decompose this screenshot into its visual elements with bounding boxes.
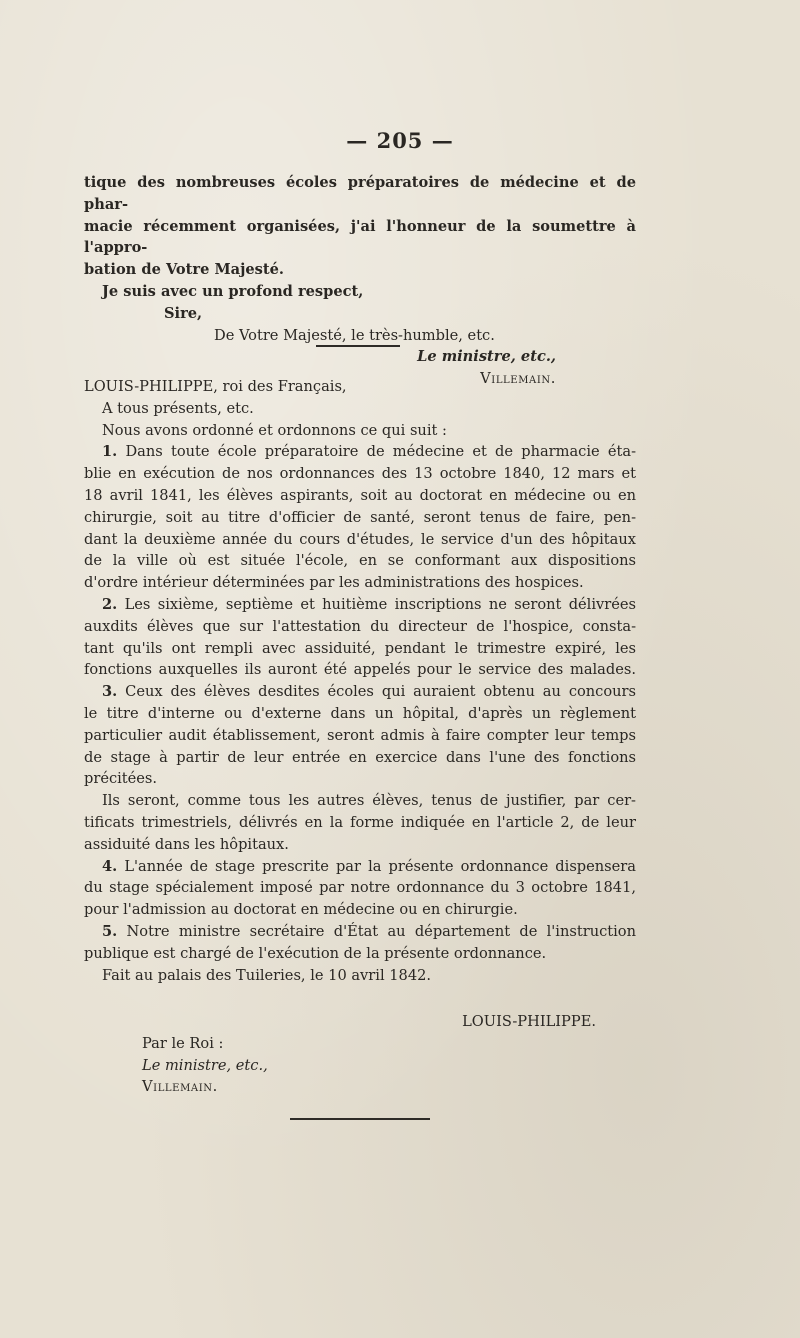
article-number: 1. — [102, 443, 118, 461]
article-line: publique est chargé de l'exécution de la présente ordonnance. — [84, 944, 547, 962]
article-line: fonctions auxquelles ils auront été appelés pour le service des malades. — [84, 661, 636, 679]
article-line: dant la deuxième année du cours d'études, le service d'un des hôpitaux — [84, 530, 636, 548]
greeting-line: A tous présents, etc. — [102, 399, 254, 417]
separator-rule — [316, 345, 400, 347]
king-signature: LOUIS-PHILIPPE. — [462, 1013, 596, 1030]
article-4-line: 4. L'année de stage prescrite par la présente ordonnance dispensera — [102, 857, 636, 875]
article-number: 5. — [102, 922, 118, 940]
article-line: de la ville où est située l'école, en se conformant aux dispositions — [84, 552, 636, 570]
article-line: auxdits élèves que sur l'attestation du directeur de l'hospice, consta- — [84, 617, 636, 635]
article-2-line: 2. Les sixième, septième et huitième inscriptions ne seront délivrées — [102, 595, 636, 613]
intro-line: bation de Votre Majesté. — [84, 261, 284, 279]
ordinance-block — [84, 376, 636, 986]
article-line: pour l'admission au doctorat en médecine ou en chirurgie. — [84, 901, 518, 919]
minister-line: Le ministre, etc., — [417, 348, 556, 366]
intro-block — [84, 172, 636, 390]
article-line: d'ordre intérieur déterminées par les administrations des hospices. — [84, 574, 584, 592]
end-rule — [290, 1118, 430, 1120]
preamble-line: Nous avons ordonné et ordonnons ce qui suit : — [102, 421, 447, 439]
article-line: le titre d'interne ou d'externe dans un hôpital, d'après un règlement — [84, 704, 636, 722]
intro-line: tique des nombreuses écoles préparatoires de médecine et de phar- — [84, 174, 636, 213]
par-le-roi-line: Par le Roi : — [142, 1034, 224, 1052]
article-5-line: 5. Notre ministre secrétaire d'État au département de l'instruction — [102, 922, 636, 940]
article-line: 18 avril 1841, les élèves aspirants, soit au doctorat en médecine ou en — [84, 486, 636, 504]
article-line: de stage à partir de leur entrée en exercice dans l'une des fonctions — [84, 748, 636, 766]
article-line: chirurgie, soit au titre d'officier de santé, seront tenus de faire, pen- — [84, 508, 636, 526]
signature-block — [84, 1011, 636, 1098]
article-line: particulier audit établissement, seront admis à faire compter leur temps — [84, 726, 636, 744]
article-line: tant qu'ils ont rempli avec assiduité, pendant le trimestre expiré, les — [84, 639, 636, 657]
respect-line: Je suis avec un profond respect, — [102, 282, 364, 300]
ordinance-heading: LOUIS-PHILIPPE, roi des Français, — [84, 378, 347, 395]
article-number: 4. — [102, 857, 118, 875]
sire-line: Sire, — [164, 304, 203, 322]
intro-line: macie récemment organisées, j'ai l'honneur de la soumettre à l'appro- — [84, 217, 636, 257]
article-1-line: 1. Dans toute école préparatoire de médecine et de pharmacie éta- — [102, 443, 636, 461]
article-number: 3. — [102, 683, 118, 701]
article-number: 2. — [102, 595, 118, 613]
article-line: tificats trimestriels, délivrés en la forme indiquée en l'article 2, de leur — [84, 813, 636, 831]
article-line: du stage spécialement imposé par notre ordonnance du 3 octobre 1841, — [84, 879, 636, 897]
signature-line: Villemain. — [480, 370, 556, 388]
minister-line: Le ministre, etc., — [142, 1056, 268, 1074]
article-3-line: 3. Ceux des élèves desdites écoles qui auraient obtenu au concours — [102, 683, 636, 701]
signature-line: Villemain. — [142, 1078, 218, 1096]
article-line: blie en exécution de nos ordonnances des 13 octobre 1840, 12 mars et — [84, 465, 636, 483]
page-number: — 205 — — [346, 128, 454, 153]
article-line: Ils seront, comme tous les autres élèves, tenus de justifier, par cer- — [102, 792, 636, 810]
humble-line: De Votre Majesté, le très-humble, etc. — [214, 326, 495, 344]
dated-line: Fait au palais des Tuileries, le 10 avril 1842. — [102, 966, 432, 984]
article-line: précitées. — [84, 770, 158, 788]
article-line: assiduité dans les hôpitaux. — [84, 835, 289, 853]
